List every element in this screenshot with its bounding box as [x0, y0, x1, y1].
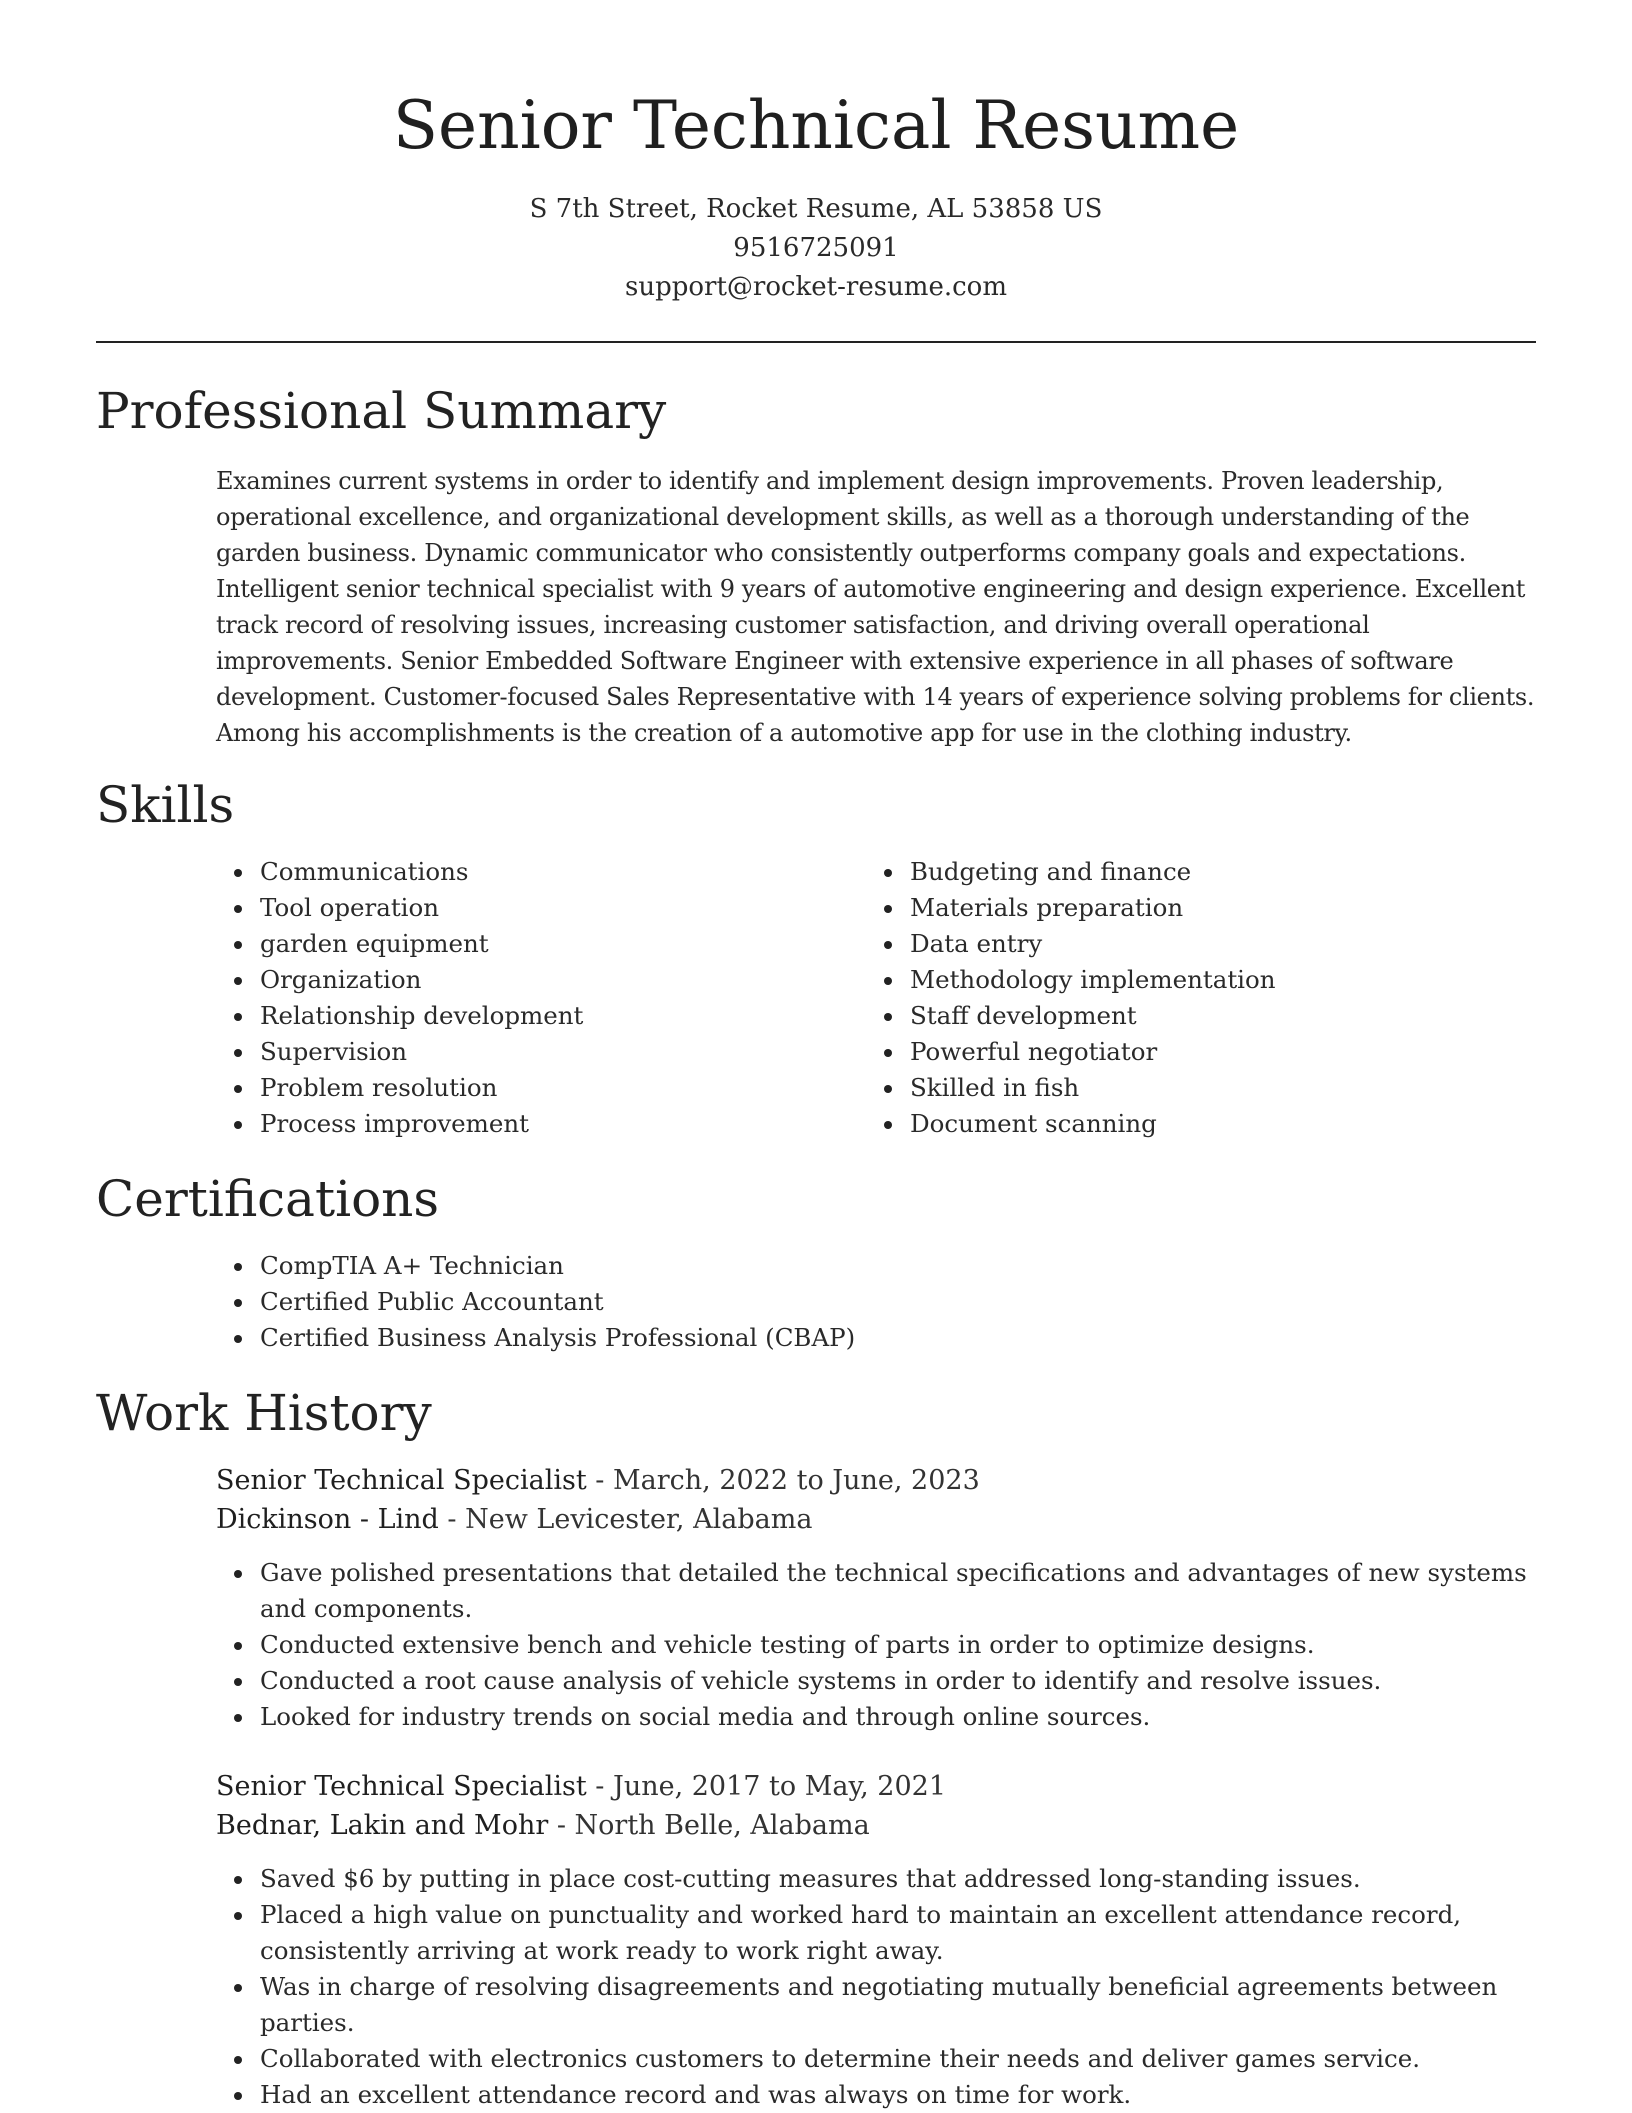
resume-header	[0, 0, 1632, 307]
contact-block	[0, 190, 1632, 307]
skill-item: Communications	[216, 854, 816, 890]
summary-paragraph: Examines current systems in order to identify and implement design improvements. Proven leadership, operational excellence, and organizational development skills, as well as a thorough understanding of the garden business. Dynamic communicator who consistently outperforms company goals and expectations. Intelligent senior technical specialist with 9 years of automotive engineering and design experience. Excellent track record of resolving issues, increasing customer satisfaction, and driving overall operational improvements. Senior Embedded Software Engineer with extensive experience in all phases of software development. Customer-focused Sales Representative with 14 years of experience solving problems for clients. Among his accomplishments is the creation of a automotive app for use in the clothing industry.	[216, 467, 1535, 747]
skill-item: Materials preparation	[866, 890, 1466, 926]
job-location: - New Levicester, Alabama	[438, 1504, 813, 1535]
job-company-line	[216, 1806, 870, 1846]
phone-text: 9516725091	[733, 233, 899, 263]
email-text: support@rocket-resume.com	[624, 272, 1007, 302]
skills-heading: Skills	[96, 776, 235, 834]
skill-item: Relationship development	[216, 998, 816, 1034]
work-history-heading: Work History	[96, 1384, 432, 1442]
job-bullet: Saved $6 by putting in place cost-cutting measures that addressed long-standing issues.	[216, 1861, 1536, 1897]
job-bullet: Gave polished presentations that detailed the technical specifications and advantages of new systems and components.	[216, 1555, 1536, 1627]
skill-item: Budgeting and finance	[866, 854, 1466, 890]
skill-item: Data entry	[866, 926, 1466, 962]
job-bullet: Placed a high value on punctuality and worked hard to maintain an excellent attendance record, consistently arriving at work ready to work right away.	[216, 1897, 1536, 1969]
skill-item: Organization	[216, 962, 816, 998]
skill-item: Skilled in fish	[866, 1070, 1466, 1106]
skill-item: Problem resolution	[216, 1070, 816, 1106]
certifications-list	[216, 1248, 1316, 1356]
job-company: Dickinson - Lind	[216, 1504, 439, 1535]
job-bullet: Was in charge of resolving disagreements and negotiating mutually beneficial agreements between parties.	[216, 1969, 1536, 2041]
skill-item: Powerful negotiator	[866, 1034, 1466, 1070]
certification-item: Certified Business Analysis Professional (CBAP)	[216, 1320, 1316, 1356]
job-location: - North Belle, Alabama	[548, 1810, 870, 1841]
certifications-heading: Certifications	[96, 1170, 440, 1228]
skill-item: Process improvement	[216, 1106, 816, 1142]
certification-item: Certified Public Accountant	[216, 1284, 1316, 1320]
resume-title: Senior Technical Resume	[392, 87, 1240, 164]
job-bullet: Conducted a root cause analysis of vehicle systems in order to identify and resolve issues.	[216, 1663, 1536, 1699]
job-dates: - March, 2022 to June, 2023	[586, 1465, 980, 1496]
job-bullet: Looked for industry trends on social media and through online sources.	[216, 1699, 1536, 1735]
address-text: S 7th Street, Rocket Resume, AL 53858 US	[529, 194, 1103, 224]
job-company-line	[216, 1500, 812, 1540]
header-divider	[96, 341, 1536, 343]
job-dates: - June, 2017 to May, 2021	[586, 1771, 947, 1802]
summary-heading: Professional Summary	[96, 382, 667, 440]
certification-item: CompTIA A+ Technician	[216, 1248, 1316, 1284]
job-title-line	[216, 1461, 980, 1501]
job-bullet: Had an excellent attendance record and was always on time for work.	[216, 2077, 1536, 2113]
job-bullet: Collaborated with electronics customers to determine their needs and deliver games service.	[216, 2041, 1536, 2077]
job-bullets	[216, 1861, 1536, 2113]
job-position: Senior Technical Specialist	[216, 1465, 587, 1496]
job-bullet: Conducted extensive bench and vehicle testing of parts in order to optimize designs.	[216, 1627, 1536, 1663]
job-bullets	[216, 1555, 1536, 1735]
skill-item: Methodology implementation	[866, 962, 1466, 998]
skill-item: garden equipment	[216, 926, 816, 962]
skill-item: Tool operation	[216, 890, 816, 926]
job-company: Bednar, Lakin and Mohr	[216, 1810, 549, 1841]
job-title-line	[216, 1767, 946, 1807]
skill-item: Supervision	[216, 1034, 816, 1070]
skill-item: Document scanning	[866, 1106, 1466, 1142]
skills-list-left	[216, 854, 816, 1142]
skills-list-right	[866, 854, 1466, 1142]
job-position: Senior Technical Specialist	[216, 1771, 587, 1802]
skill-item: Staff development	[866, 998, 1466, 1034]
